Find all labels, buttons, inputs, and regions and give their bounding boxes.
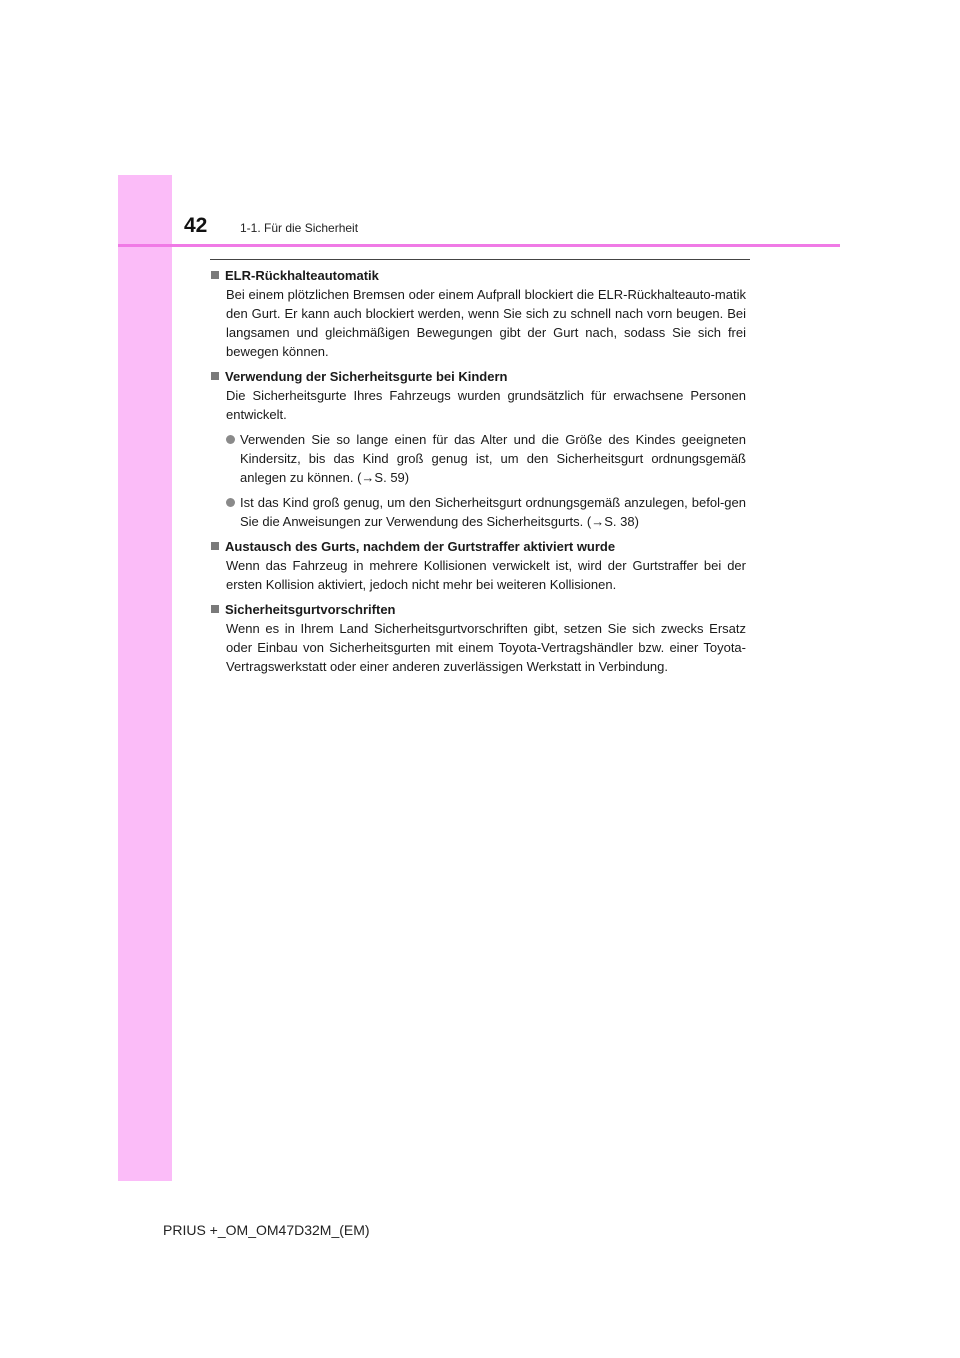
section-regulations [210, 600, 746, 676]
section-heading: ELR-Rückhalteautomatik [225, 268, 379, 283]
section-pretensioner [210, 537, 746, 594]
list-item-text: Ist das Kind groß genug, um den Sicherheitsgurt ordnungsgemäß anzulegen, befol-gen Sie die Anweisungen zur Verwendung des Sicherheitsgurts. (→S. 38) [240, 495, 746, 529]
list-item-text: Verwenden Sie so lange einen für das Alter und die Größe des Kindes geeigneten Kindersitz, bis das Kind groß genug ist, um den Sicherheitsgurt ordnungsgemäß anlegen zu können. (→S. 59) [240, 432, 746, 485]
side-tab-band [118, 175, 172, 1181]
list-item [226, 430, 746, 487]
main-content [210, 266, 746, 682]
square-bullet-icon [211, 605, 219, 613]
document-code: PRIUS +_OM_OM47D32M_(EM) [163, 1222, 370, 1238]
section-paragraph: Wenn das Fahrzeug in mehrere Kollisionen verwickelt ist, wird der Gurtstraffer bei der ersten Kollision aktiviert, jedoch nicht mehr bei weiteren Kollisionen. [226, 558, 746, 592]
round-bullet-icon [226, 498, 235, 507]
page-number: 42 [184, 214, 208, 237]
section-elr [210, 266, 746, 361]
section-heading: Verwendung der Sicherheitsgurte bei Kindern [225, 369, 508, 384]
section-paragraph: Bei einem plötzlichen Bremsen oder einem Aufprall blockiert die ELR-Rückhalteauto-matik den Gurt. Er kann auch blockiert werden, wenn Sie sich zu schnell nach vorn beugen. Bei langsamen und gleichmäßigen Bewegungen gibt der Gurt nach, sodass Sie sich frei bewegen können. [226, 287, 746, 359]
header-divider [118, 244, 840, 247]
section-heading: Sicherheitsgurtvorschriften [225, 602, 396, 617]
section-paragraph: Wenn es in Ihrem Land Sicherheitsgurtvorschriften gibt, setzen Sie sich zwecks Ersatz oder Einbau von Sicherheitsgurten mit einem Toyota-Vertragshändler bzw. einer Toyota-Vertragswerkstatt oder einer anderen zuverlässigen Werkstatt in Verbindung. [226, 621, 746, 674]
square-bullet-icon [211, 372, 219, 380]
section-children [210, 367, 746, 531]
content-rule [210, 259, 750, 260]
section-heading: Austausch des Gurts, nachdem der Gurtstraffer aktiviert wurde [225, 539, 616, 554]
round-bullet-icon [226, 435, 235, 444]
list-item [226, 493, 746, 531]
section-paragraph: Die Sicherheitsgurte Ihres Fahrzeugs wurden grundsätzlich für erwachsene Personen entwickelt. [226, 388, 746, 422]
chapter-title: 1-1. Für die Sicherheit [240, 221, 359, 235]
header-band [118, 175, 840, 245]
square-bullet-icon [211, 271, 219, 279]
square-bullet-icon [211, 542, 219, 550]
